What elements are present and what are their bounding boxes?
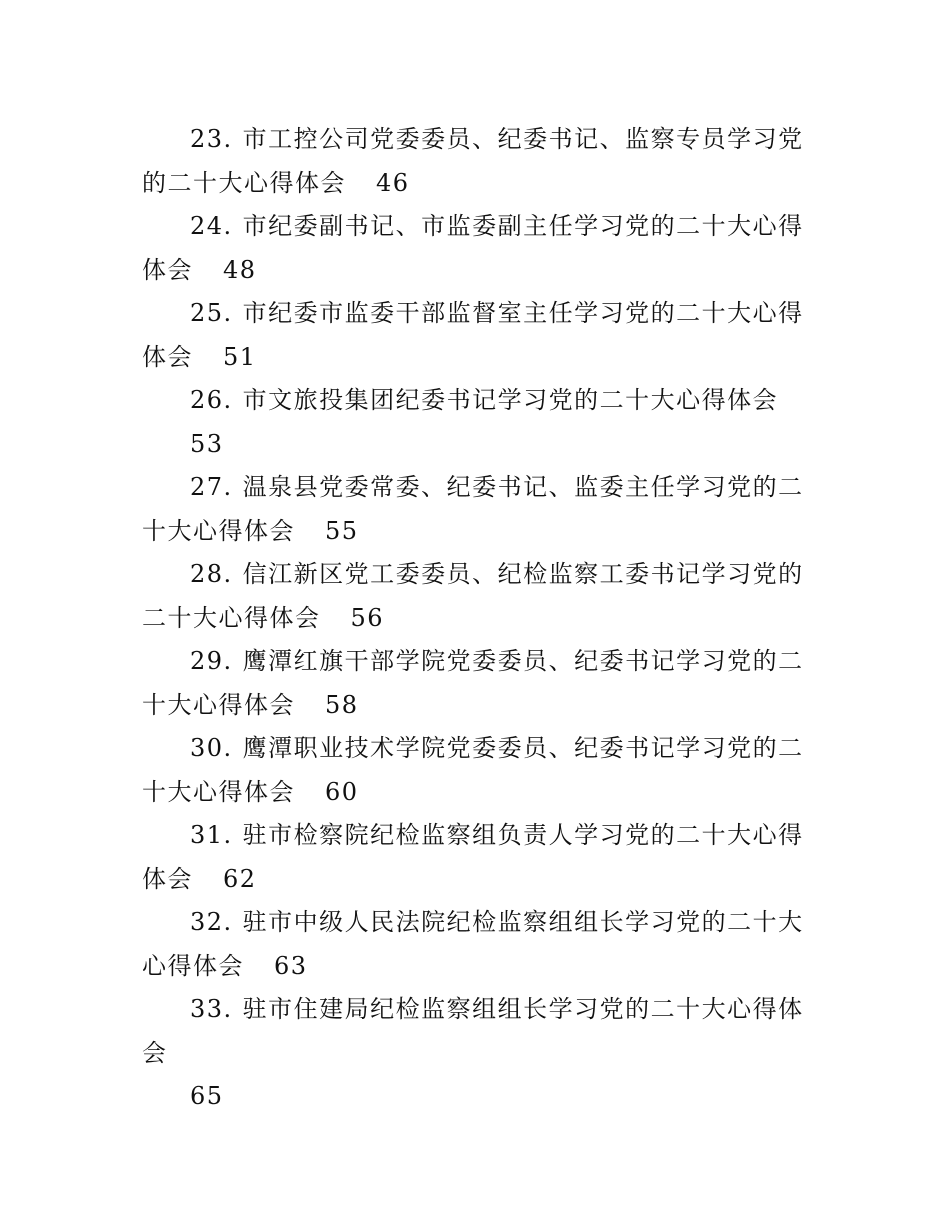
toc-entry-number: 23. [190, 125, 233, 153]
toc-entry-title: 市纪委市监委干部监督室主任学习党的二十大心得体会 [142, 299, 804, 371]
toc-entry[interactable] [142, 640, 812, 727]
toc-entry[interactable] [142, 379, 812, 466]
toc-entry-page: 62 [223, 864, 257, 893]
toc-entry-page: 53 [190, 429, 224, 458]
toc-entry-page: 63 [274, 951, 308, 980]
toc-entry-title: 信江新区党工委委员、纪检监察工委书记学习党的二十大心得体会 [142, 560, 804, 632]
toc-entry[interactable] [142, 466, 812, 553]
toc-entry-number: 25. [190, 299, 233, 327]
toc-entry-number: 29. [190, 647, 233, 675]
toc-entry[interactable] [142, 988, 812, 1119]
toc-entry-title: 驻市住建局纪检监察组组长学习党的二十大心得体会 [142, 995, 804, 1067]
toc-entry-page: 48 [223, 255, 257, 284]
toc-entry-title: 鹰潭职业技术学院党委委员、纪委书记学习党的二十大心得体会 [142, 734, 804, 806]
toc-entry-number: 24. [190, 212, 233, 240]
toc-entry-title: 温泉县党委常委、纪委书记、监委主任学习党的二十大心得体会 [142, 473, 804, 545]
toc-entry[interactable] [142, 292, 812, 379]
toc-entry-number: 28. [190, 560, 233, 588]
toc-entry[interactable] [142, 814, 812, 901]
toc-entry[interactable] [142, 118, 812, 205]
toc-entry[interactable] [142, 553, 812, 640]
toc-entry[interactable] [142, 727, 812, 814]
toc-entry-page: 60 [325, 777, 359, 806]
toc-entry-page: 65 [190, 1082, 224, 1110]
toc-entry-number: 26. [190, 386, 233, 414]
toc-entry-title: 驻市中级人民法院纪检监察组组长学习党的二十大心得体会 [142, 908, 804, 980]
toc-entry-title: 驻市检察院纪检监察组负责人学习党的二十大心得体会 [142, 821, 804, 893]
toc-entry-number: 32. [190, 908, 233, 936]
table-of-contents [142, 118, 812, 1119]
toc-entry-title: 市工控公司党委委员、纪委书记、监察专员学习党的二十大心得体会 [142, 125, 804, 197]
toc-entry-page: 46 [376, 168, 410, 197]
toc-entry[interactable] [142, 205, 812, 292]
toc-entry-page: 58 [325, 690, 359, 719]
toc-entry-page: 51 [223, 342, 257, 371]
toc-entry-page: 56 [350, 603, 385, 632]
toc-entry-title: 市纪委副书记、市监委副主任学习党的二十大心得体会 [142, 212, 804, 284]
toc-entry-number: 30. [190, 734, 233, 762]
toc-entry-title: 市文旅投集团纪委书记学习党的二十大心得体会 [242, 386, 779, 414]
toc-entry-number: 33. [190, 995, 233, 1023]
toc-entry-number: 27. [190, 473, 233, 501]
toc-entry-number: 31. [190, 821, 233, 849]
toc-entry-title: 鹰潭红旗干部学院党委委员、纪委书记学习党的二十大心得体会 [142, 647, 804, 719]
toc-entry-page: 55 [325, 516, 359, 545]
toc-entry[interactable] [142, 901, 812, 988]
